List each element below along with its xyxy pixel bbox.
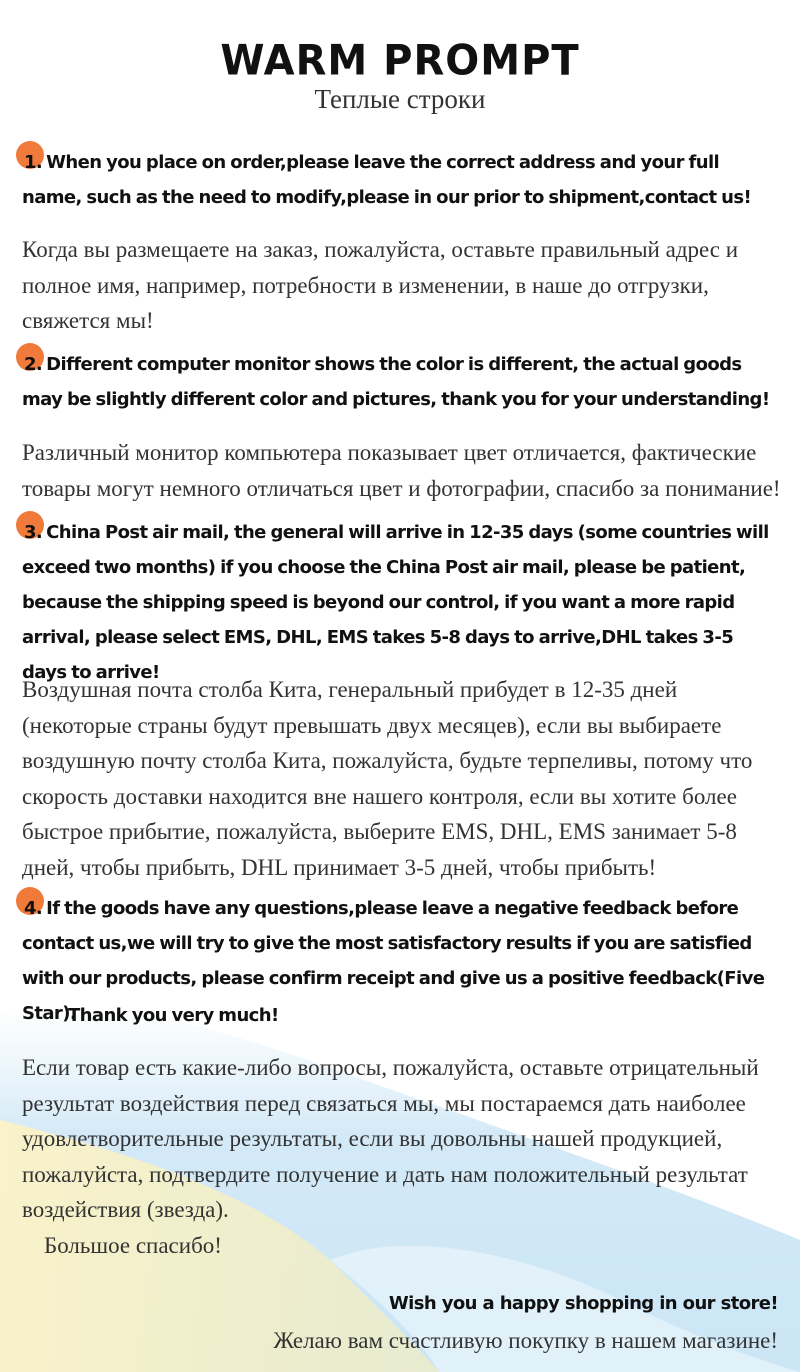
item-3-english-text: China Post air mail, the general will arrive in 12-35 days (some countries will exceed two months) if you choose the China Post air mail, please be patient, because the shipping speed is beyond our control, if you want a more rapid arrival, please select EMS, DHL, EMS takes 5-8 days to arrive,DHL takes 3-5 days to arrive!: [22, 522, 769, 683]
page-subtitle: Теплые строки: [314, 84, 486, 114]
thanks-russian: Большое спасибо!: [44, 1233, 222, 1258]
item-3-number-badge: 3.: [22, 515, 44, 550]
item-2-russian: Различный монитор компьютера показывает цвет отличается, фактические товары могут немного отличаться цвет и фотографии, спасибо за понимание!: [22, 440, 781, 501]
item-2-english: [22, 347, 782, 417]
wish-english: Wish you a happy shopping in our store!: [388, 1293, 778, 1314]
thanks-english: Thank you very much!: [68, 1005, 279, 1026]
page-title: WARM PROMPT: [220, 36, 580, 86]
item-3-russian: Воздушная почта столба Кита, генеральный прибудет в 12-35 дней (некоторые страны будут превышать двух месяцев), если вы выбираете воздушную почту столба Кита, пожалуйста, будьте терпеливы, потому что скорость доставки находится вне нашего контроля, если вы хотите более быстрое прибытие, пожалуйста, выберите EMS, DHL, EMS занимает 5-8 дней, чтобы прибыть, DHL принимает 3-5 дней, чтобы прибыть!: [22, 677, 753, 880]
item-2-english-text: Different computer monitor shows the color is different, the actual goods may be slightly different color and pictures, thank you for your understanding!: [22, 354, 770, 410]
item-1-english-text: When you place on order,please leave the correct address and your full name, such as the need to modify,please in our prior to shipment,contact us!: [22, 152, 752, 208]
item-4-russian: Если товар есть какие-либо вопросы, пожалуйста, оставьте отрицательный результат воздействия перед связаться мы, мы постараемся дать наиболее удовлетворительные результаты, если вы довольны нашей продукцией, пожалуйста, подтвердите получение и дать нам положительный результат воздействия (звезда).: [22, 1055, 759, 1222]
item-1-number-badge: 1.: [22, 145, 44, 180]
wish-russian: Желаю вам счастливую покупку в нашем магазине!: [273, 1328, 778, 1353]
item-1-english: [22, 145, 782, 215]
item-1-russian: Когда вы размещаете на заказ, пожалуйста, оставьте правильный адрес и полное имя, например, потребности в изменении, в наше до отгрузки, свяжется мы!: [22, 237, 739, 333]
item-2-number-badge: 2.: [22, 347, 44, 382]
item-4-english-text: If the goods have any questions,please leave a negative feedback before contact us,we will try to give the most satisfactory results if you are satisfied with our products, please confirm receipt and give us a positive feedback(Five Star).: [22, 898, 765, 1024]
item-4-number-badge: 4.: [22, 891, 44, 926]
item-3-english: [22, 515, 782, 690]
